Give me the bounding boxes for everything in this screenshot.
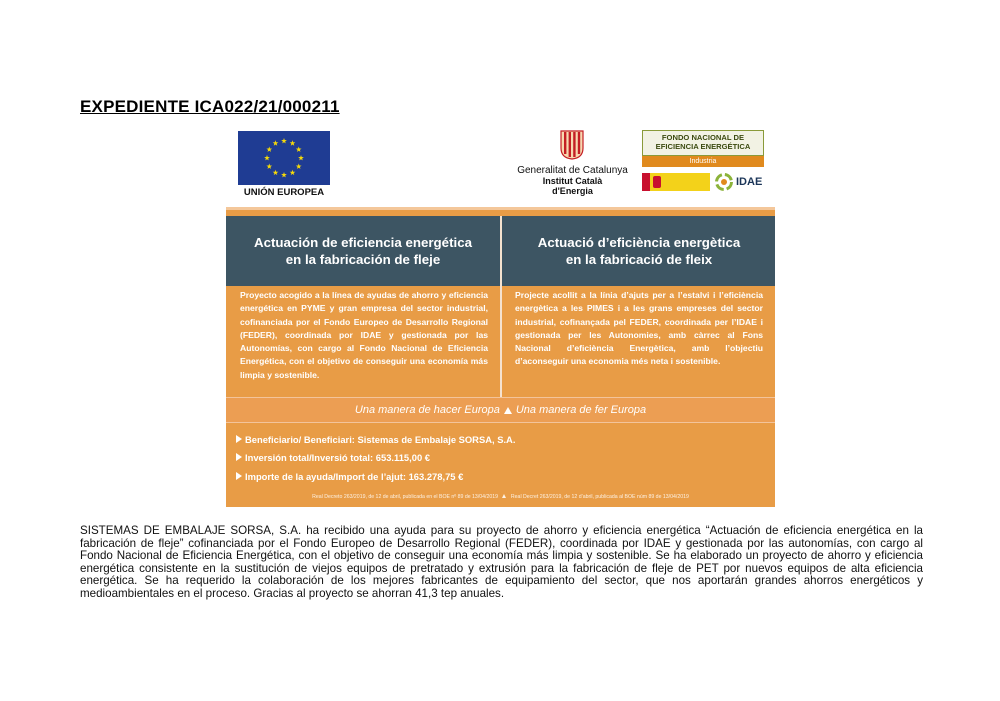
investment-row — [236, 452, 430, 463]
heading-es-line1: Actuación de eficiencia energética — [253, 235, 472, 250]
legal-es: Real Decreto 263/2019, de 12 de abril, publicada en el BOE nº 89 de 13/04/2019 — [312, 494, 499, 500]
slogan-bar — [226, 397, 775, 423]
triangle-icon — [502, 494, 506, 498]
aid-value: 163.278,75 € — [408, 471, 464, 482]
document-title: EXPEDIENTE ICA022/21/000211 — [80, 97, 340, 116]
feder-banner — [226, 207, 775, 507]
beneficiary-label: Beneficiario/ Beneficiari: — [245, 434, 355, 445]
arrow-right-icon — [236, 453, 242, 461]
senyera-shield-icon — [560, 130, 584, 160]
legal-reference — [226, 494, 775, 500]
fnee-line2: EFICIENCIA ENERGÉTICA — [655, 142, 751, 151]
arrow-right-icon — [236, 472, 242, 480]
idae-icon — [714, 172, 734, 192]
gencat-name: Generalitat de Catalunya — [517, 165, 628, 176]
banner-divider — [500, 216, 502, 397]
eu-logo — [238, 131, 330, 201]
banner-top-line — [226, 207, 775, 210]
beneficiary-row — [236, 434, 515, 445]
fnee-logo — [642, 130, 764, 196]
aid-label: Importe de la ayuda/Import de l’ajut: — [245, 471, 406, 482]
legal-ca: Real Decret 263/2019, de 12 d’abril, publicada al BOE núm 89 de 13/04/2019 — [510, 494, 689, 500]
heading-es — [226, 216, 500, 286]
description-ca: Projecte acollit a la línia d’ajuts per a l’estalvi i l’eficiència energètica a les PIMES i a les grans empreses del sector industrial, cofinançada pel FEDER, coordinada per l’IDAE i gestionada per les Autonomies, amb càrrec al Fons Nacional d’eficiència Energètica, amb l’objectiu d’aconseguir una economia més neta i sostenible. — [515, 290, 763, 367]
slogan-es: Una manera de hacer Europa — [354, 404, 500, 416]
spain-government-icon — [642, 173, 710, 191]
slogan-ca: Una manera de fer Europa — [515, 404, 647, 416]
description-es: Proyecto acogido a la línea de ayudas de ahorro y eficiencia energética en PYME y gran empresa del sector industrial, cofinanciada por el Fondo Europeo de Desarrollo Regional (FEDER), coordinada por IDAE y gestionada por las Autonomías, con cargo al Fondo Nacional de Eficiencia Energética, con el objetivo de conseguir una economía más limpia y sostenible. — [240, 290, 488, 380]
eu-label: UNIÓN EUROPEA — [243, 187, 325, 198]
heading-ca-line1: Actuació d’eficiència energètica — [537, 235, 741, 250]
triangle-icon — [504, 407, 512, 414]
arrow-right-icon — [236, 435, 242, 443]
beneficiary-value: Sistemas de Embalaje SORSA, S.A. — [357, 434, 516, 445]
eu-flag-icon — [238, 131, 330, 185]
gencat-logo — [505, 130, 640, 200]
body-paragraph: SISTEMAS DE EMBALAJE SORSA, S.A. ha recibido una ayuda para su proyecto de ahorro y eficiencia energética “Actuación de eficiencia energética en la fabricación de fleje” cofinanciada por el Fondo Europeo de Desarrollo Regional (FEDER), coordinada por IDAE y gestionada por las autonomías, con cargo al Fondo Nacional de Eficiencia Energética, con el objetivo de conseguir una economía más limpia y sostenible. Se ha elaborado un proyecto de ahorro y eficiencia energética consistente en la sustitución de viejos equipos de pretratado y extrusión para la fabricación de fleje de PET por nuevos equipos de alta eficiencia energética. Se ha requerido la colaboración de los mejores fabricantes de equipamiento del sector, que nos aportarán grandes ahorros energéticos y medioambientales en el proceso. Gracias al proyecto se ahorran 41,3 tep anuales. — [80, 524, 923, 600]
fnee-line1: FONDO NACIONAL DE — [661, 133, 745, 142]
icaen-name — [505, 176, 640, 196]
aid-row — [236, 471, 463, 482]
heading-ca-line2: en la fabricació de fleix — [565, 252, 713, 267]
investment-value: 653.115,00 € — [375, 452, 430, 463]
investment-label: Inversión total/Inversió total: — [245, 452, 374, 463]
heading-es-line2: en la fabricación de fleje — [285, 252, 441, 267]
icaen-line1: Institut Català — [542, 176, 603, 186]
icaen-line2: d'Energia — [552, 186, 593, 196]
fnee-industria: Industria — [642, 156, 764, 167]
heading-ca — [502, 216, 776, 286]
idae-label: IDAE — [736, 176, 763, 188]
